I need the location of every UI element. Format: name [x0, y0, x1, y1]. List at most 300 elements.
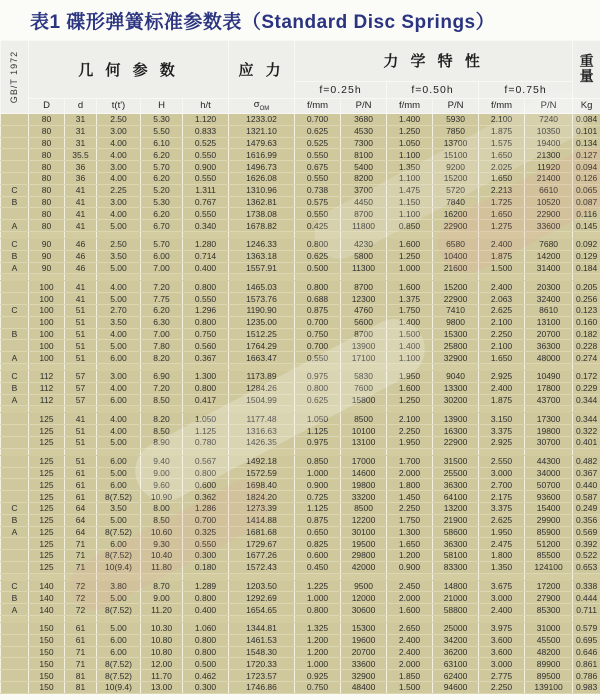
table-cell: 20700: [341, 646, 387, 658]
table-cell: 1.286: [183, 502, 229, 514]
table-cell: 1.000: [295, 658, 341, 670]
table-cell: 0.094: [573, 161, 600, 173]
table-cell: 0.550: [183, 538, 229, 550]
table-cell: 64: [65, 526, 97, 538]
series-class-cell: B: [1, 328, 29, 340]
table-cell: 44300: [525, 455, 573, 467]
table-row: [1, 281, 600, 293]
table-cell: 64: [65, 514, 97, 526]
table-cell: 8(7.52): [97, 658, 141, 670]
table-cell: 1173.89: [229, 370, 295, 382]
table-cell: 0.400: [183, 604, 229, 616]
table-row: [1, 646, 600, 658]
table-cell: 10350: [525, 125, 573, 137]
gap-cell: [295, 231, 341, 238]
table-cell: 2.650: [387, 623, 433, 635]
table-cell: 100: [29, 316, 65, 328]
table-cell: 13900: [341, 340, 387, 352]
table-row: [1, 196, 600, 208]
table-row: [1, 250, 600, 262]
table-cell: 0.300: [183, 550, 229, 562]
gap-cell: [341, 448, 387, 455]
table-cell: 0.525: [295, 137, 341, 149]
table-cell: 0.228: [573, 340, 600, 352]
table-cell: 36300: [525, 340, 573, 352]
table-cell: 9040: [433, 370, 479, 382]
table-row: [1, 262, 600, 274]
table-cell: 8700: [341, 281, 387, 293]
table-cell: 0.340: [183, 220, 229, 232]
table-cell: 9500: [341, 580, 387, 592]
table-cell: 1246.33: [229, 238, 295, 250]
series-class-cell: [1, 467, 29, 479]
series-class-cell: B: [1, 250, 29, 262]
table-cell: 9800: [433, 316, 479, 328]
table-cell: 27900: [525, 592, 573, 604]
table-cell: 1.875: [479, 250, 525, 262]
table-cell: 5.00: [97, 623, 141, 635]
series-class-cell: [1, 208, 29, 220]
table-cell: 8700: [341, 328, 387, 340]
table-cell: 2.70: [97, 304, 141, 316]
table-cell: 5720: [433, 184, 479, 196]
table-cell: 8.50: [141, 394, 183, 406]
table-cell: 150: [29, 634, 65, 646]
table-cell: 124100: [525, 561, 573, 573]
table-cell: 30700: [525, 436, 573, 448]
table-row: [1, 149, 600, 161]
table-cell: 10100: [341, 425, 387, 437]
table-cell: 8(7.52): [97, 526, 141, 538]
table-cell: 0.550: [183, 172, 229, 184]
col-header-f050: f/mm: [387, 98, 433, 113]
table-cell: 5600: [341, 316, 387, 328]
gap-cell: [97, 448, 141, 455]
table-cell: 1.250: [387, 125, 433, 137]
table-row: [1, 382, 600, 394]
table-cell: 150: [29, 646, 65, 658]
gap-cell: [433, 406, 479, 413]
table-cell: 0.714: [183, 250, 229, 262]
table-cell: 9.30: [141, 538, 183, 550]
table-cell: 0.550: [295, 172, 341, 184]
gap-cell: [1, 616, 29, 623]
table-cell: 1479.63: [229, 137, 295, 149]
table-cell: 42000: [341, 561, 387, 573]
table-cell: 1.050: [295, 413, 341, 425]
table-cell: 6.10: [141, 137, 183, 149]
table-cell: 8(7.52): [97, 604, 141, 616]
table-cell: 5.00: [97, 293, 141, 305]
table-cell: 0.925: [295, 670, 341, 682]
gap-cell: [341, 231, 387, 238]
table-cell: 6.20: [141, 304, 183, 316]
table-cell: 0.344: [573, 394, 600, 406]
table-cell: 8.20: [141, 413, 183, 425]
table-cell: 17000: [341, 455, 387, 467]
gap-cell: [97, 363, 141, 370]
table-cell: 1.950: [387, 370, 433, 382]
table-cell: 1321.10: [229, 125, 295, 137]
series-class-cell: B: [1, 196, 29, 208]
table-cell: 1.375: [387, 293, 433, 305]
table-cell: 1.875: [479, 125, 525, 137]
table-cell: 6.00: [97, 394, 141, 406]
table-cell: 125: [29, 413, 65, 425]
table-cell: 0.101: [573, 125, 600, 137]
table-cell: 1.296: [183, 304, 229, 316]
table-cell: 5.30: [141, 114, 183, 126]
series-class-cell: A: [1, 262, 29, 274]
table-cell: 5.70: [141, 238, 183, 250]
table-cell: 72: [65, 604, 97, 616]
table-cell: 3.00: [97, 125, 141, 137]
gap-cell: [229, 231, 295, 238]
table-cell: 1.325: [295, 623, 341, 635]
table-cell: 125: [29, 425, 65, 437]
table-cell: 1.100: [387, 149, 433, 161]
table-cell: 5.50: [141, 125, 183, 137]
disc-spring-table: [0, 40, 600, 694]
table-cell: 15800: [341, 394, 387, 406]
series-class-cell: A: [1, 604, 29, 616]
table-cell: 50700: [525, 479, 573, 491]
table-cell: 0.482: [573, 455, 600, 467]
gap-cell: [141, 231, 183, 238]
table-cell: 11920: [525, 161, 573, 173]
table-cell: 13700: [433, 137, 479, 149]
table-cell: 0.700: [183, 514, 229, 526]
group-gap-row: [1, 406, 600, 413]
series-class-cell: [1, 634, 29, 646]
table-cell: 0.850: [295, 455, 341, 467]
table-cell: 1573.76: [229, 293, 295, 305]
table-cell: 2.250: [387, 502, 433, 514]
table-cell: 1.500: [387, 328, 433, 340]
table-cell: 19800: [525, 425, 573, 437]
table-cell: 2.925: [479, 436, 525, 448]
gap-cell: [65, 573, 97, 580]
table-cell: 2.250: [479, 328, 525, 340]
series-class-cell: B: [1, 592, 29, 604]
series-class-cell: [1, 623, 29, 635]
table-cell: 3.50: [97, 502, 141, 514]
table-cell: 0.800: [295, 382, 341, 394]
table-cell: 83300: [433, 561, 479, 573]
table-cell: 150: [29, 658, 65, 670]
gap-cell: [387, 573, 433, 580]
table-cell: 125: [29, 479, 65, 491]
series-class-cell: C: [1, 238, 29, 250]
table-cell: 3.50: [97, 250, 141, 262]
table-cell: 1.450: [387, 491, 433, 503]
table-cell: 1572.43: [229, 561, 295, 573]
table-cell: 80: [29, 172, 65, 184]
table-cell: 63100: [433, 658, 479, 670]
table-cell: 1.475: [387, 184, 433, 196]
table-cell: 7.00: [141, 262, 183, 274]
table-cell: 1.050: [387, 137, 433, 149]
table-cell: 1.280: [183, 238, 229, 250]
table-cell: 48200: [525, 646, 573, 658]
table-cell: 0.362: [183, 491, 229, 503]
table-cell: 10.60: [141, 526, 183, 538]
gap-cell: [433, 573, 479, 580]
table-cell: 125: [29, 491, 65, 503]
gap-cell: [387, 363, 433, 370]
table-cell: 0.182: [573, 328, 600, 340]
table-cell: 14800: [433, 580, 479, 592]
series-class-cell: [1, 413, 29, 425]
gap-cell: [387, 406, 433, 413]
table-row: [1, 580, 600, 592]
table-row: [1, 682, 600, 694]
table-cell: 0.800: [295, 238, 341, 250]
table-cell: 8500: [341, 413, 387, 425]
col-header-f075: f/mm: [479, 98, 525, 113]
table-cell: 0.172: [573, 370, 600, 382]
gap-cell: [1, 406, 29, 413]
gap-cell: [1, 573, 29, 580]
table-cell: 13900: [433, 413, 479, 425]
table-cell: 1729.67: [229, 538, 295, 550]
series-class-cell: [1, 149, 29, 161]
gap-cell: [295, 573, 341, 580]
table-cell: 2.063: [479, 293, 525, 305]
gap-cell: [479, 363, 525, 370]
table-cell: 1273.39: [229, 502, 295, 514]
table-cell: 1492.18: [229, 455, 295, 467]
table-cell: 2.000: [387, 658, 433, 670]
table-cell: 3.80: [97, 580, 141, 592]
series-class-cell: [1, 281, 29, 293]
table-cell: 4.00: [97, 425, 141, 437]
gap-cell: [65, 363, 97, 370]
table-cell: 10(9.4): [97, 682, 141, 694]
table-cell: 2.000: [387, 592, 433, 604]
table-row: [1, 293, 600, 305]
table-cell: 1.100: [387, 352, 433, 364]
table-cell: 7840: [433, 196, 479, 208]
table-cell: 0.625: [295, 125, 341, 137]
group-gap-row: [1, 274, 600, 281]
table-cell: 6.20: [141, 149, 183, 161]
table-cell: 0.825: [295, 538, 341, 550]
table-cell: 31: [65, 137, 97, 149]
table-cell: 1316.63: [229, 425, 295, 437]
table-cell: 0.425: [295, 220, 341, 232]
series-class-cell: [1, 646, 29, 658]
table-cell: 8700: [341, 208, 387, 220]
table-cell: 8610: [525, 304, 573, 316]
table-cell: 0.900: [295, 479, 341, 491]
table-cell: 41: [65, 196, 97, 208]
group-gap-row: [1, 573, 600, 580]
table-cell: 0.356: [573, 514, 600, 526]
gap-cell: [141, 448, 183, 455]
table-cell: 0.695: [573, 634, 600, 646]
gap-cell: [141, 274, 183, 281]
table-cell: 9.00: [141, 467, 183, 479]
table-cell: 1.125: [183, 425, 229, 437]
series-class-cell: [1, 550, 29, 562]
gap-cell: [295, 363, 341, 370]
table-cell: 2.400: [479, 604, 525, 616]
gap-cell: [29, 448, 65, 455]
table-cell: 112: [29, 394, 65, 406]
table-cell: 25800: [433, 340, 479, 352]
table-cell: 6.30: [141, 316, 183, 328]
table-cell: 0.123: [573, 304, 600, 316]
table-cell: 125: [29, 436, 65, 448]
table-cell: 90: [29, 262, 65, 274]
standard-label-cell: [1, 41, 29, 114]
table-cell: 1.000: [387, 262, 433, 274]
table-row: [1, 114, 600, 126]
gap-cell: [295, 448, 341, 455]
gap-cell: [183, 363, 229, 370]
table-cell: 85500: [525, 550, 573, 562]
table-cell: 2.700: [479, 479, 525, 491]
table-cell: 30100: [341, 526, 387, 538]
table-cell: 4.00: [97, 413, 141, 425]
table-cell: 3.00: [97, 196, 141, 208]
table-cell: 0.338: [573, 580, 600, 592]
table-cell: 4.00: [97, 137, 141, 149]
table-cell: 0.344: [573, 413, 600, 425]
gap-cell: [525, 363, 573, 370]
table-cell: 21600: [433, 262, 479, 274]
table-cell: 41: [65, 413, 97, 425]
group-gap-row: [1, 363, 600, 370]
gap-cell: [183, 274, 229, 281]
table-cell: 0.800: [183, 382, 229, 394]
table-cell: 80: [29, 220, 65, 232]
table-cell: 0.800: [183, 281, 229, 293]
table-cell: 71: [65, 538, 97, 550]
table-cell: 100: [29, 328, 65, 340]
table-cell: 0.975: [295, 370, 341, 382]
table-cell: 0.325: [183, 526, 229, 538]
table-cell: 36300: [433, 479, 479, 491]
gap-cell: [433, 448, 479, 455]
table-cell: 0.440: [573, 479, 600, 491]
table-cell: 0.850: [387, 220, 433, 232]
table-cell: 2.100: [479, 340, 525, 352]
table-cell: 7300: [341, 137, 387, 149]
deflection-025h-header: f=0.25h: [295, 81, 387, 98]
table-cell: 7.75: [141, 293, 183, 305]
table-cell: 0.550: [295, 208, 341, 220]
gap-cell: [295, 616, 341, 623]
table-cell: 1.950: [387, 436, 433, 448]
table-cell: 1.100: [387, 208, 433, 220]
table-cell: 0.650: [295, 526, 341, 538]
table-cell: 3.375: [479, 425, 525, 437]
table-cell: 15300: [433, 328, 479, 340]
table-cell: 10.80: [141, 646, 183, 658]
table-cell: 1.125: [295, 425, 341, 437]
series-class-cell: [1, 491, 29, 503]
gap-cell: [183, 448, 229, 455]
table-cell: 125: [29, 455, 65, 467]
table-cell: 6.00: [97, 352, 141, 364]
table-cell: 0.134: [573, 137, 600, 149]
table-cell: 0.767: [183, 196, 229, 208]
series-class-cell: [1, 161, 29, 173]
group-gap-row: [1, 231, 600, 238]
table-cell: 0.401: [573, 436, 600, 448]
gap-cell: [141, 616, 183, 623]
series-class-cell: [1, 538, 29, 550]
table-row: [1, 220, 600, 232]
gap-cell: [479, 274, 525, 281]
table-cell: 90: [29, 238, 65, 250]
table-cell: 1.060: [183, 623, 229, 635]
table-cell: 100: [29, 304, 65, 316]
table-cell: 41: [65, 293, 97, 305]
table-cell: 32900: [341, 670, 387, 682]
table-row: [1, 455, 600, 467]
table-cell: 1.000: [295, 592, 341, 604]
table-cell: 1284.26: [229, 382, 295, 394]
table-cell: 4.00: [97, 149, 141, 161]
table-cell: 4.00: [97, 328, 141, 340]
table-cell: 4760: [341, 304, 387, 316]
table-row: [1, 413, 600, 425]
gap-cell: [141, 363, 183, 370]
gap-cell: [341, 616, 387, 623]
gap-cell: [65, 274, 97, 281]
table-cell: 1.800: [479, 550, 525, 562]
table-cell: 85900: [525, 526, 573, 538]
gap-cell: [97, 616, 141, 623]
table-cell: 19600: [341, 634, 387, 646]
gap-cell: [433, 363, 479, 370]
table-cell: 1496.73: [229, 161, 295, 173]
table-cell: 1681.68: [229, 526, 295, 538]
table-cell: 3.000: [479, 592, 525, 604]
geometry-group-header: 几 何 参 数: [29, 41, 229, 99]
table-cell: 1.400: [387, 114, 433, 126]
table-cell: 0.600: [295, 550, 341, 562]
table-cell: 125: [29, 502, 65, 514]
table-cell: 0.205: [573, 281, 600, 293]
table-cell: 0.983: [573, 682, 600, 694]
col-header-p050: P/N: [433, 98, 479, 113]
gap-cell: [1, 231, 29, 238]
gap-cell: [29, 231, 65, 238]
gap-cell: [29, 406, 65, 413]
table-cell: 7600: [341, 382, 387, 394]
table-cell: 93600: [525, 491, 573, 503]
table-cell: 0.579: [573, 623, 600, 635]
series-class-cell: [1, 340, 29, 352]
table-cell: 1.250: [387, 250, 433, 262]
table-cell: 0.116: [573, 208, 600, 220]
table-cell: 17300: [525, 413, 573, 425]
table-row: [1, 491, 600, 503]
table-cell: 31: [65, 125, 97, 137]
table-row: [1, 514, 600, 526]
table-cell: 10.40: [141, 550, 183, 562]
table-row: [1, 137, 600, 149]
table-cell: 80: [29, 161, 65, 173]
table-cell: 2.400: [387, 646, 433, 658]
table-cell: 4.00: [97, 382, 141, 394]
table-cell: 1.050: [183, 413, 229, 425]
table-cell: 1.200: [295, 634, 341, 646]
